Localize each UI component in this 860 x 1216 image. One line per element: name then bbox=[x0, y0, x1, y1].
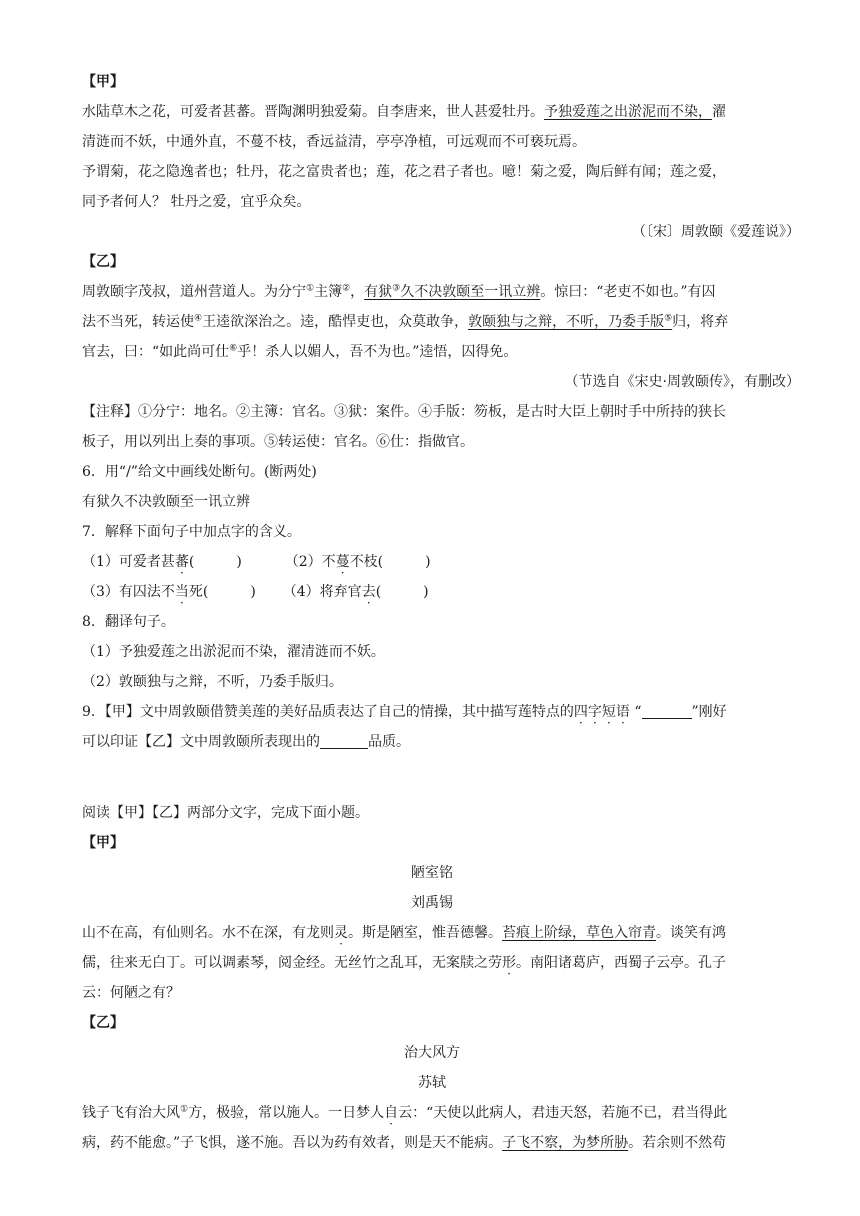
question-7: 7．解释下面句子中加点字的含义。 bbox=[82, 524, 301, 540]
yi-text: 钱子飞有治大风 bbox=[82, 1105, 180, 1121]
dotted-char: 语 bbox=[615, 704, 630, 720]
dotted-char: 灵 bbox=[334, 925, 348, 941]
q7-item: （2）不 bbox=[284, 554, 336, 570]
jia-text: 山不在高，有仙则名。水不在深，有龙则 bbox=[82, 925, 334, 941]
yi-text: 病，药不能愈。”子飞惧，遂不施。吾以为药有效者，则是天不能病。 bbox=[82, 1135, 503, 1151]
jia-text: 。谈笑有鸿 bbox=[656, 925, 726, 941]
q9-text: 9．【甲】文中周敦颐借赞美莲的美好品质表达了自己的情操，其中描写莲特点的 bbox=[82, 704, 574, 720]
footnote-mark: ③ bbox=[392, 283, 401, 294]
yi-text: 云：“天使以此病人，君违天怒，若施不已，君当得此 bbox=[398, 1105, 728, 1121]
section2-jia-label: 【甲】 bbox=[82, 835, 124, 851]
yi-text: 方，极验，常以施人。一日梦人 bbox=[188, 1105, 385, 1121]
underlined-phrase: 有狱③久不决敦颐至一讯立辨 bbox=[364, 283, 541, 300]
title-zhidafengfang: 治大风方 bbox=[404, 1045, 460, 1061]
yi-text: 乎！杀人以媚人，吾不为也。”逵悟，囚得免。 bbox=[237, 344, 518, 360]
footnote-mark: ② bbox=[342, 283, 351, 294]
dotted-char: 蔓 bbox=[335, 554, 350, 570]
author-liu-yuxi: 刘禹锡 bbox=[411, 895, 453, 911]
dotted-phrase bbox=[574, 704, 630, 720]
question-9-line-2 bbox=[82, 732, 782, 752]
yi-paragraph-line-2 bbox=[82, 312, 782, 332]
q9-text: 可以印证【乙】文中周敦颐所表现出的 bbox=[82, 734, 320, 750]
question-6-text: 有狱久不决敦颐至一讯立辨 bbox=[82, 494, 250, 510]
answer-blank[interactable] bbox=[642, 704, 692, 719]
yi-text: ，将弃 bbox=[686, 314, 729, 330]
loushiming-line-3: 云：何陋之有？ bbox=[82, 985, 180, 1001]
dotted-char: 去 bbox=[361, 584, 376, 600]
yi-text: 。若余则不然苟 bbox=[628, 1135, 727, 1151]
question-8: 8．翻译句子。 bbox=[82, 614, 175, 630]
yi-text: 主簿 bbox=[314, 284, 343, 300]
question-8-item-2: （2）敦颐独与之辩，不听，乃委手版归。 bbox=[82, 674, 343, 690]
notes-line-2: 板子，用以列出上奏的事项。⑤转运使：官名。⑥仕：指做官。 bbox=[82, 434, 474, 450]
underlined-sentence: 子飞不察，为梦所胁 bbox=[502, 1135, 629, 1151]
underlined-sentence: 予独爱莲之出淤泥而不染， bbox=[544, 104, 712, 120]
dotted-char: 四 bbox=[573, 704, 588, 720]
jia-text: 濯 bbox=[712, 104, 726, 120]
loushiming-line-1 bbox=[82, 923, 782, 943]
yi-text: 。惊曰：“老吏不如也。”有囚 bbox=[540, 284, 716, 300]
q7-item: （1）可爱者甚 bbox=[82, 554, 175, 570]
footnote-mark: ⑥ bbox=[229, 343, 238, 354]
zhidafengfang-line-1 bbox=[82, 1103, 782, 1123]
dotted-char: 自 bbox=[384, 1105, 399, 1121]
q9-text: 品质。 bbox=[368, 734, 410, 750]
yi-text: 法不当死，转运使 bbox=[82, 314, 194, 330]
q9-text: “ bbox=[629, 704, 642, 720]
footnote-mark: ① bbox=[180, 1104, 189, 1115]
jia-label: 【甲】 bbox=[82, 74, 124, 90]
q9-text: ”刚好 bbox=[691, 704, 727, 720]
jia-paragraph-line-2: 清涟而不妖，中通外直，不蔓不枝，香远益清，亭亭净植，可远观而不可亵玩焉。 bbox=[82, 134, 586, 150]
question-8-item-1: （1）予独爱莲之出淤泥而不染，濯清涟而不妖。 bbox=[82, 644, 385, 660]
yi-text: ， bbox=[350, 284, 365, 300]
question-9-line-1 bbox=[82, 702, 782, 722]
answer-blank: 不枝( ) bbox=[349, 554, 431, 570]
jia-paragraph-line-3: 予谓菊，花之隐逸者也；牡丹，花之富贵者也；莲，花之君子者也。噫！菊之爱，陶后鲜有闻；莲之爱， bbox=[82, 164, 726, 180]
answer-blank: ( ) bbox=[375, 584, 429, 600]
footnote-mark: ④ bbox=[194, 313, 203, 324]
dotted-char: 字 bbox=[587, 704, 602, 720]
yi-source: （节选自《宋史·周敦颐传》，有删改） bbox=[564, 374, 800, 390]
zhidafengfang-line-2 bbox=[82, 1133, 782, 1153]
dotted-char: 蕃 bbox=[174, 554, 189, 570]
yi-text: 王逵欲深治之。逵，酷悍吏也，众莫敢争， bbox=[202, 314, 469, 330]
yi-label: 【乙】 bbox=[82, 254, 124, 270]
answer-blank: ( ) bbox=[188, 554, 242, 570]
dotted-char: 形 bbox=[502, 955, 516, 971]
jia-source: （〔宋〕周敦颐《爱莲说》） bbox=[632, 224, 800, 240]
yi-text: 归 bbox=[672, 314, 687, 330]
jia-text: 。南阳诸葛庐，西蜀子云亭。孔子 bbox=[516, 955, 726, 971]
section2-intro: 阅读【甲】【乙】两部分文字，完成下面小题。 bbox=[82, 805, 369, 821]
q7-item: （4）将弃官 bbox=[282, 584, 362, 600]
notes-line-1: 【注释】①分宁：地名。②主簿：官名。③狱：案件。④手版：笏板，是古时大臣上朝时手中所持的狭长 bbox=[82, 404, 726, 420]
footnote-mark: ① bbox=[306, 283, 315, 294]
jia-paragraph-line-1 bbox=[82, 102, 782, 122]
footnote-mark: ⑤ bbox=[664, 313, 673, 324]
dotted-char: 当 bbox=[174, 584, 189, 600]
answer-blank[interactable] bbox=[320, 734, 368, 749]
dotted-char: 短 bbox=[601, 704, 616, 720]
jia-text: 。斯是陋室，惟吾德馨。 bbox=[348, 925, 502, 941]
jia-text: 水陆草木之花，可爱者甚蕃。晋陶渊明独爱菊。自李唐来，世人甚爱牡丹。 bbox=[82, 104, 544, 120]
section2-yi-label: 【乙】 bbox=[82, 1015, 124, 1031]
yi-text: 周敦颐字茂叔，道州营道人。为分宁 bbox=[82, 284, 306, 300]
loushiming-line-2 bbox=[82, 953, 782, 973]
question-7-row-1 bbox=[82, 552, 782, 572]
answer-blank: 死( ) bbox=[188, 584, 256, 600]
underlined-sentence: 敦颐独与之辩，不听，乃委手版⑤ bbox=[468, 313, 673, 330]
title-loushiming: 陋室铭 bbox=[411, 865, 453, 881]
q7-item: （3）有囚法不 bbox=[82, 584, 175, 600]
jia-text: 儒，往来无白丁。可以调素琴，阅金经。无丝竹之乱耳，无案牍之劳 bbox=[82, 955, 502, 971]
yi-text: 官去，曰：“如此尚可仕 bbox=[82, 344, 230, 360]
author-su-shi: 苏轼 bbox=[418, 1075, 446, 1091]
jia-paragraph-line-4: 同予者何人？ 牡丹之爱，宜乎众矣。 bbox=[82, 194, 311, 210]
question-6: 6．用“/”给文中画线处断句。(断两处) bbox=[82, 464, 317, 480]
yi-paragraph-line-3 bbox=[82, 342, 782, 362]
underlined-sentence: 苔痕上阶绿，草色入帘青 bbox=[502, 925, 656, 941]
question-7-row-2 bbox=[82, 582, 782, 602]
yi-paragraph-line-1 bbox=[82, 282, 782, 302]
